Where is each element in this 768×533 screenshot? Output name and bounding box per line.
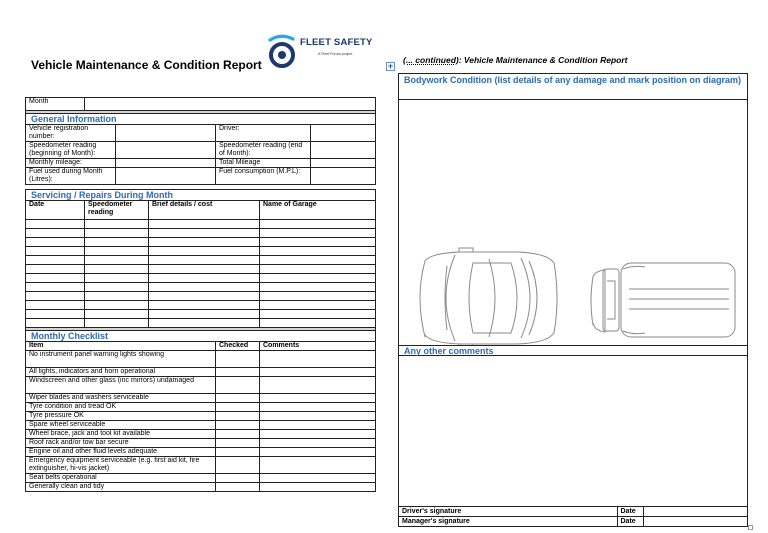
checklist-comment-cell[interactable]: [260, 421, 376, 430]
checklist-item: Roof rack and/or tow bar secure: [26, 439, 216, 448]
monthly-mileage-field[interactable]: [116, 159, 216, 168]
total-mileage-label: Total Mileage: [216, 159, 311, 168]
checklist-item: Emergency equipment serviceable (e.g. first aid kit, fire extinguisher, hi-vis jacket): [26, 457, 216, 474]
continued-prefix: (... continued): [403, 55, 459, 65]
registration-label: Vehicle registration number:: [26, 125, 116, 142]
servicing-cell[interactable]: [26, 265, 85, 274]
checklist-checked-cell[interactable]: [216, 368, 260, 377]
checklist-comment-cell[interactable]: [260, 368, 376, 377]
checklist-heading: Monthly Checklist: [26, 331, 376, 342]
servicing-cell[interactable]: [149, 256, 260, 265]
servicing-cell[interactable]: [26, 229, 85, 238]
odometer-end-field[interactable]: [311, 142, 376, 159]
checklist-item: No instrument panel warning lights showing: [26, 351, 216, 368]
checklist-item: Tyre pressure OK: [26, 412, 216, 421]
manager-date-field[interactable]: [643, 517, 747, 527]
checklist-item: Tyre condition and tread OK: [26, 403, 216, 412]
checklist-col-item: Item: [26, 342, 216, 351]
bodywork-heading: Bodywork Condition (list details of any damage and mark position on diagram): [399, 74, 747, 100]
servicing-cell[interactable]: [26, 319, 85, 328]
servicing-col-garage: Name of Garage: [260, 201, 376, 220]
servicing-cell[interactable]: [26, 283, 85, 292]
servicing-cell[interactable]: [260, 220, 376, 229]
checklist-checked-cell[interactable]: [216, 421, 260, 430]
checklist-item: Generally clean and tidy: [26, 483, 216, 492]
servicing-cell[interactable]: [260, 283, 376, 292]
comments-heading: Any other comments: [399, 345, 747, 356]
servicing-cell[interactable]: [260, 229, 376, 238]
manager-signature-label: Manager's signature: [399, 517, 617, 527]
logo-tagline: A Fleet Forum project: [318, 52, 353, 56]
servicing-cell[interactable]: [149, 247, 260, 256]
checklist-checked-cell[interactable]: [216, 448, 260, 457]
fuel-used-field[interactable]: [116, 168, 216, 185]
servicing-cell[interactable]: [26, 274, 85, 283]
servicing-cell[interactable]: [85, 256, 149, 265]
servicing-cell[interactable]: [260, 310, 376, 319]
fleet-safety-logo-icon: [266, 31, 298, 71]
servicing-cell[interactable]: [260, 247, 376, 256]
van-top-view-icon: [591, 263, 735, 337]
checklist-comment-cell[interactable]: [260, 412, 376, 421]
checklist-col-comments: Comments: [260, 342, 376, 351]
servicing-cell[interactable]: [149, 301, 260, 310]
checklist-checked-cell[interactable]: [216, 474, 260, 483]
checklist-comment-cell[interactable]: [260, 394, 376, 403]
servicing-cell[interactable]: [26, 256, 85, 265]
month-label: Month: [26, 98, 85, 111]
servicing-cell[interactable]: [149, 220, 260, 229]
driver-date-label: Date: [617, 507, 643, 517]
servicing-cell[interactable]: [26, 247, 85, 256]
fleet-safety-logo: [266, 31, 374, 71]
servicing-cell[interactable]: [85, 283, 149, 292]
checklist-item: Engine oil and other fluid levels adequate: [26, 448, 216, 457]
report-title: Vehicle Maintenance & Condition Report: [31, 58, 262, 72]
driver-signature-label: Driver's signature: [399, 507, 617, 517]
servicing-cell[interactable]: [149, 274, 260, 283]
odometer-end-label: Speedometer reading (end of Month):: [216, 142, 311, 159]
checklist-item: Spare wheel serviceable: [26, 421, 216, 430]
servicing-cell[interactable]: [85, 220, 149, 229]
servicing-cell[interactable]: [260, 256, 376, 265]
servicing-cell[interactable]: [26, 220, 85, 229]
checklist-checked-cell[interactable]: [216, 457, 260, 474]
checklist-comment-cell[interactable]: [260, 457, 376, 474]
driver-label: Driver:: [216, 125, 311, 142]
vehicle-damage-diagram[interactable]: [399, 101, 747, 345]
fuel-used-label: Fuel used during Month (Litres):: [26, 168, 116, 185]
checklist-item: Seat belts operational: [26, 474, 216, 483]
servicing-cell[interactable]: [26, 310, 85, 319]
servicing-cell[interactable]: [85, 292, 149, 301]
driver-field[interactable]: [311, 125, 376, 142]
servicing-col-details: Brief details / cost: [149, 201, 260, 220]
odometer-start-label: Speedometer reading (beginning of Month):: [26, 142, 116, 159]
checklist-checked-cell[interactable]: [216, 439, 260, 448]
registration-field[interactable]: [116, 125, 216, 142]
checklist-checked-cell[interactable]: [216, 483, 260, 492]
servicing-col-date: Date: [26, 201, 85, 220]
odometer-start-field[interactable]: [116, 142, 216, 159]
servicing-cell[interactable]: [260, 301, 376, 310]
servicing-cell[interactable]: [149, 319, 260, 328]
servicing-cell[interactable]: [85, 229, 149, 238]
checklist-comment-cell[interactable]: [260, 483, 376, 492]
servicing-cell[interactable]: [85, 265, 149, 274]
table-move-handle-icon[interactable]: +: [387, 61, 394, 71]
page-corner-marker: [748, 525, 753, 530]
servicing-col-speedometer: Speedometer reading: [85, 201, 149, 220]
checklist-checked-cell[interactable]: [216, 430, 260, 439]
servicing-heading: Servicing / Repairs During Month: [26, 190, 376, 201]
report-form-table: [25, 97, 376, 492]
servicing-cell[interactable]: [149, 238, 260, 247]
checklist-checked-cell[interactable]: [216, 394, 260, 403]
servicing-cell[interactable]: [26, 301, 85, 310]
checklist-checked-cell[interactable]: [216, 377, 260, 394]
servicing-cell[interactable]: [260, 292, 376, 301]
fuel-consumption-label: Fuel consumption (M.P.L):: [216, 168, 311, 185]
checklist-comment-cell[interactable]: [260, 448, 376, 457]
checklist-comment-cell[interactable]: [260, 403, 376, 412]
manager-date-label: Date: [617, 517, 643, 527]
servicing-cell[interactable]: [85, 247, 149, 256]
checklist-checked-cell[interactable]: [216, 403, 260, 412]
checklist-comment-cell[interactable]: [260, 430, 376, 439]
servicing-cell[interactable]: [85, 319, 149, 328]
monthly-mileage-label: Monthly mileage:: [26, 159, 116, 168]
checklist-item: All lights, indicators and horn operational: [26, 368, 216, 377]
servicing-cell[interactable]: [85, 238, 149, 247]
month-field[interactable]: [85, 98, 376, 111]
fuel-consumption-field[interactable]: [311, 168, 376, 185]
servicing-cell[interactable]: [149, 265, 260, 274]
servicing-cell[interactable]: [26, 238, 85, 247]
servicing-cell[interactable]: [85, 274, 149, 283]
servicing-cell[interactable]: [149, 229, 260, 238]
signature-table: [399, 506, 747, 527]
continued-title-text: : Vehicle Maintenance & Condition Report: [458, 55, 628, 65]
servicing-cell[interactable]: [260, 265, 376, 274]
checklist-comment-cell[interactable]: [260, 474, 376, 483]
car-top-view-icon: [420, 248, 557, 345]
driver-date-field[interactable]: [643, 507, 747, 517]
continued-title: [403, 55, 627, 65]
checklist-comment-cell[interactable]: [260, 377, 376, 394]
servicing-cell[interactable]: [26, 292, 85, 301]
logo-name: FLEET SAFETY: [300, 37, 373, 48]
checklist-item: Windscreen and other glass (inc mirrors) undamaged: [26, 377, 216, 394]
servicing-cell[interactable]: [149, 283, 260, 292]
checklist-item: Wheel brace, jack and tool kit available: [26, 430, 216, 439]
checklist-item: Wiper blades and washers serviceable: [26, 394, 216, 403]
servicing-cell[interactable]: [260, 319, 376, 328]
servicing-cell[interactable]: [260, 238, 376, 247]
checklist-checked-cell[interactable]: [216, 412, 260, 421]
servicing-cell[interactable]: [149, 292, 260, 301]
servicing-cell[interactable]: [85, 301, 149, 310]
checklist-comment-cell[interactable]: [260, 351, 376, 368]
bodywork-section: [398, 73, 748, 527]
checklist-comment-cell[interactable]: [260, 439, 376, 448]
servicing-cell[interactable]: [260, 274, 376, 283]
checklist-checked-cell[interactable]: [216, 351, 260, 368]
checklist-col-checked: Checked: [216, 342, 260, 351]
general-info-heading: General Information: [26, 114, 376, 125]
servicing-cell[interactable]: [85, 310, 149, 319]
total-mileage-field[interactable]: [311, 159, 376, 168]
servicing-cell[interactable]: [149, 310, 260, 319]
